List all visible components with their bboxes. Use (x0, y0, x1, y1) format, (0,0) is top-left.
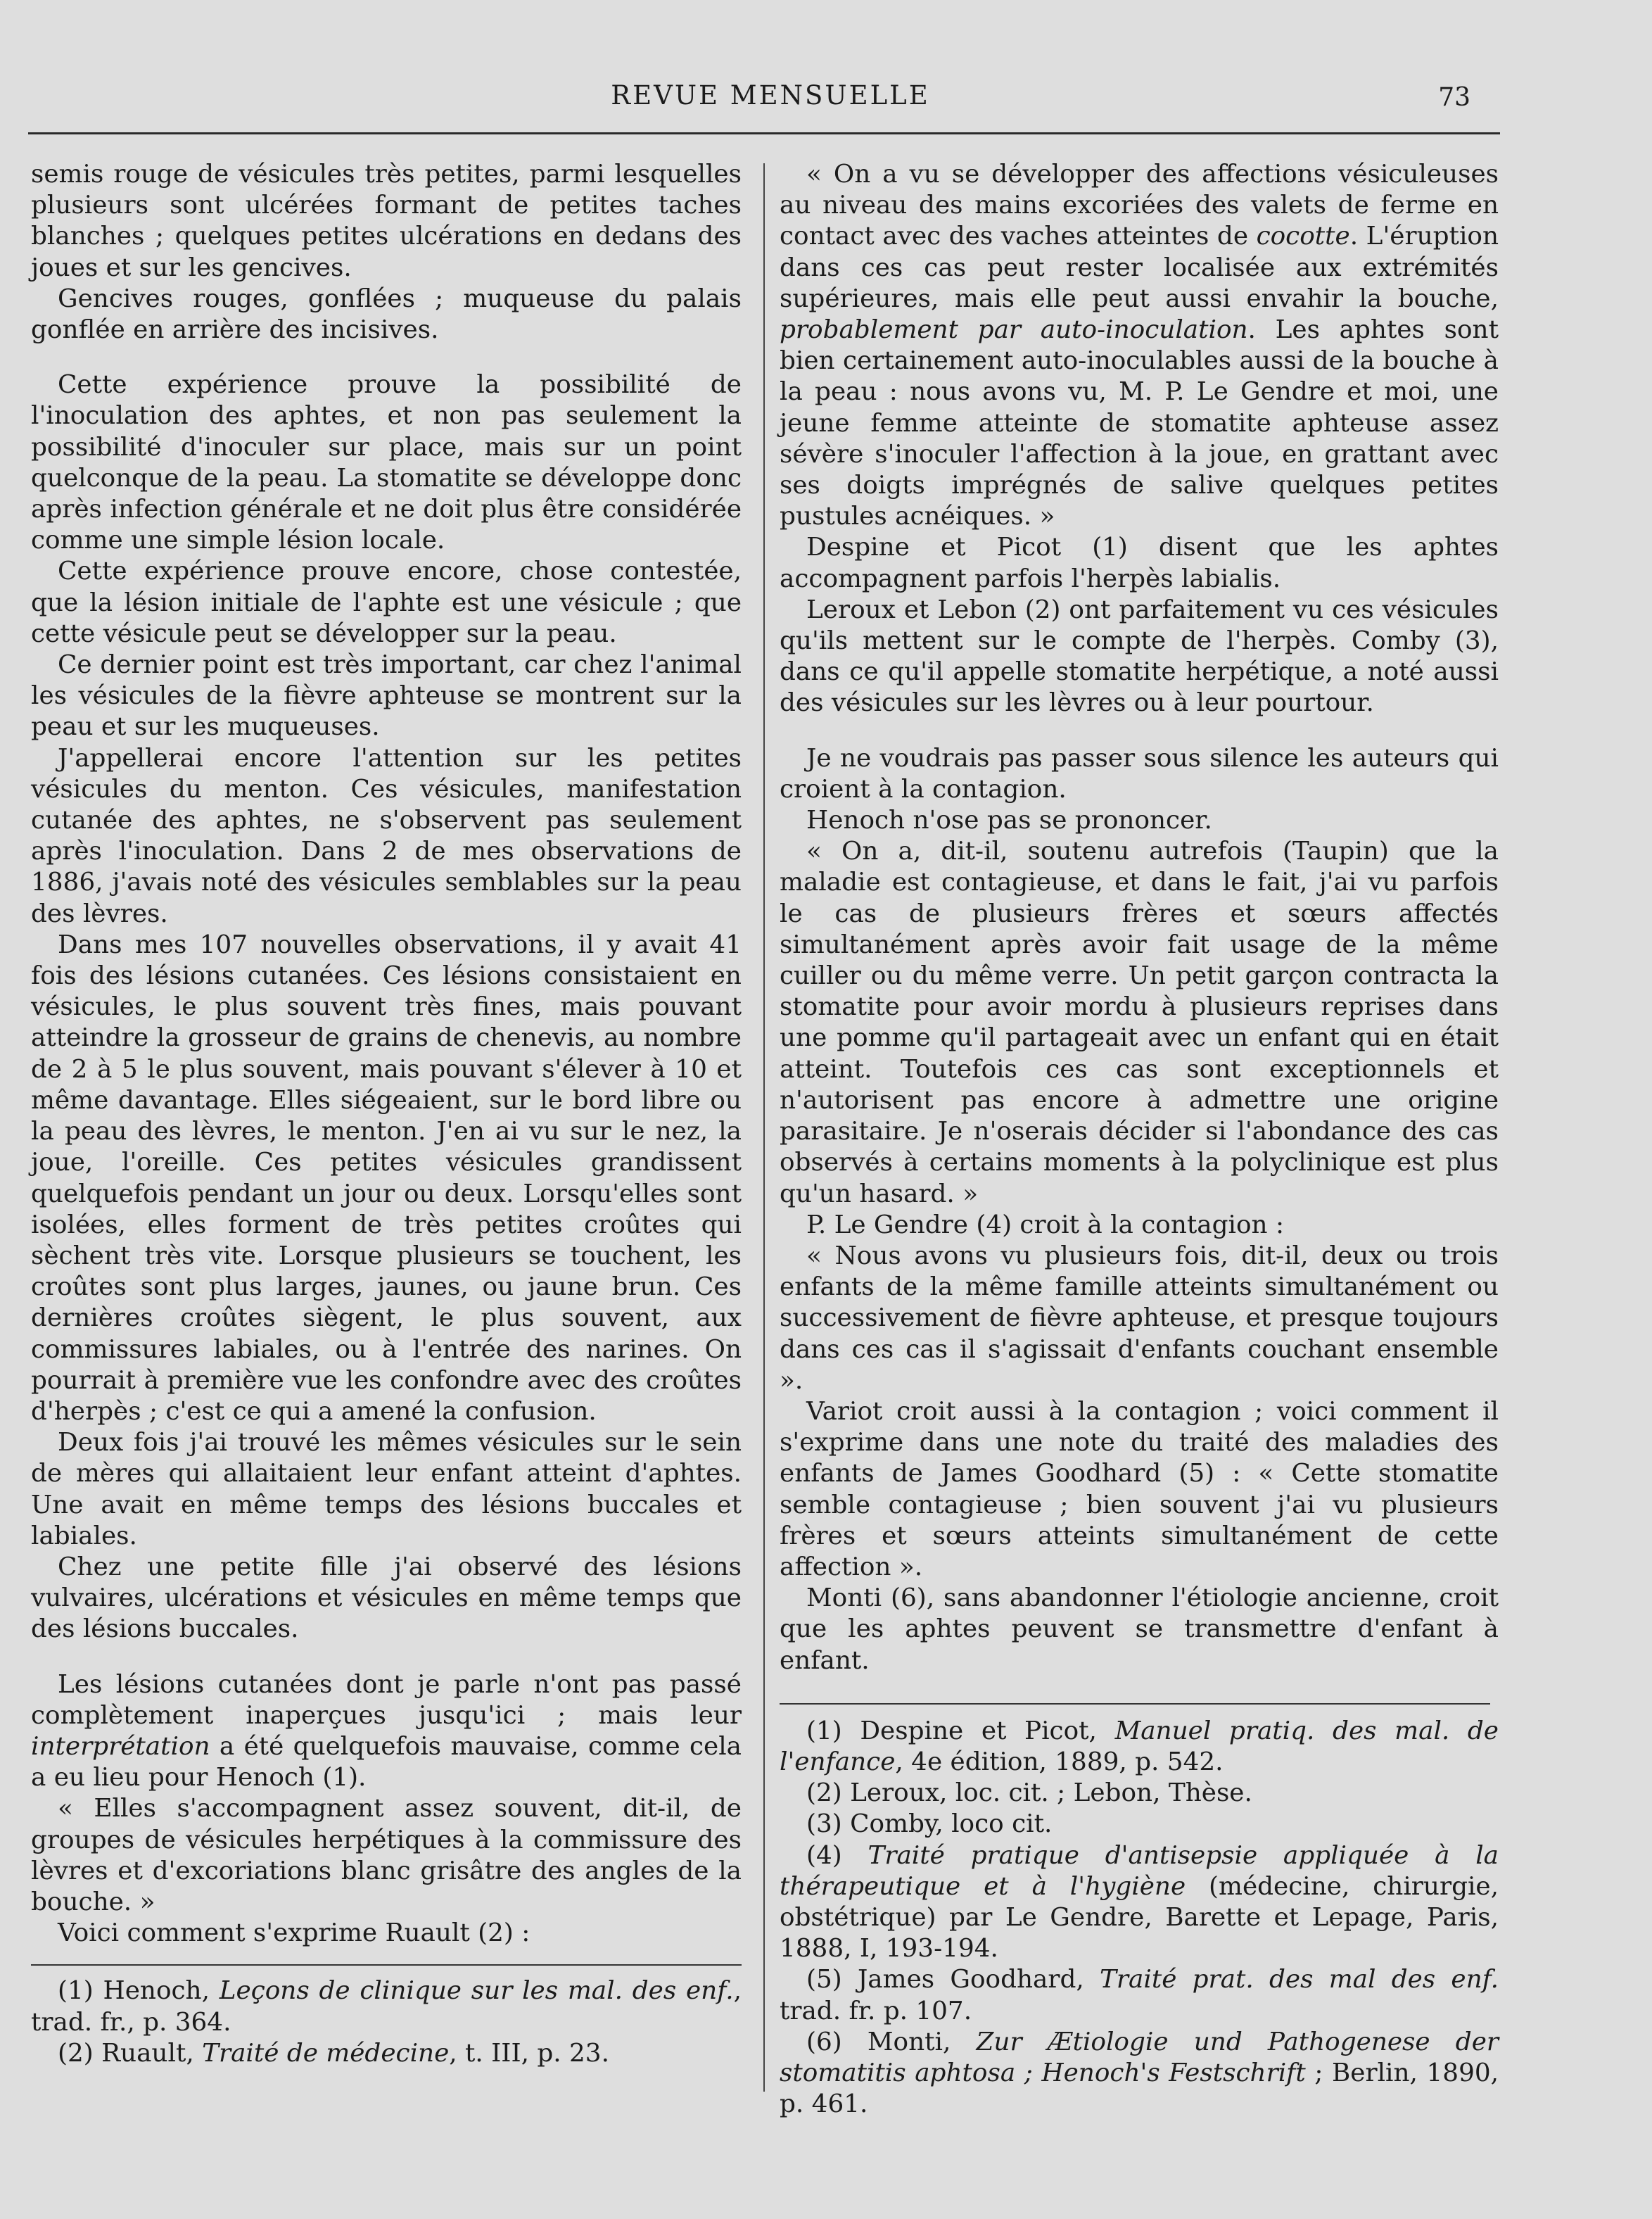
footnote (780, 2027, 1499, 2120)
header-rule (28, 132, 1500, 134)
italic-run: Traité prat. des mal des enf. (1100, 1965, 1499, 1994)
text-run: (1) Henoch, (58, 1976, 220, 2006)
italic-run: probablement par auto-inoculation (780, 315, 1248, 345)
footnote: (2) Leroux, loc. cit. ; Lebon, Thèse. (806, 1778, 1252, 1808)
italic-run: Traité de médecine (202, 2038, 450, 2068)
text-run: ; Berlin, 1890, p. 461. (780, 2058, 1499, 2119)
footnote: (3) Comby, loco cit. (806, 1809, 1053, 1839)
text-run: a été quelquefois mauvaise, comme cela a eu lieu pour Henoch (1). (31, 1731, 742, 1793)
paragraph: Voici comment s'exprime Ruault (2) : (58, 1918, 530, 1948)
text-run: Les lésions cutanées dont je parle n'ont pas passé complètement inaperçues jusqu'ici ; mais leur (31, 1669, 742, 1730)
text-run: . L'éruption dans ces cas peut rester localisée aux extrémités supérieures, mais elle peut aussi envahir la bouche, (780, 222, 1499, 313)
paragraph: Deux fois j'ai trouvé les mêmes vésicules sur le sein de mères qui allaitaient leur enfant atteint d'aphtes. Une avait en même temps des lésions buccales et labiales. (31, 1428, 742, 1550)
journal-title: REVUE MENSUELLE (611, 80, 930, 110)
paragraph: Despine et Picot (1) disent que les aphtes accompagnent parfois l'herpès labialis. (780, 533, 1499, 593)
italic-run: Zur Ætiologie und Pathogenese der stomatitis aphtosa ; Henoch's Festschrift (780, 2027, 1499, 2087)
running-head (28, 76, 1513, 118)
italic-run: Leçons de clinique sur les mal. des enf. (219, 1976, 734, 2006)
text-run: (médecine, chirurgie, obstétrique) par Le Gendre, Barette et Lepage, Paris, 1888, I, 193-194. (780, 1871, 1499, 1964)
text-run: (5) James Goodhard, (806, 1965, 1100, 1994)
page-number: 73 (1438, 83, 1470, 112)
paragraph: Chez une petite fille j'ai observé des lésions vulvaires, ulcérations et vésicules en même temps que des lésions buccales. (31, 1552, 742, 1644)
paragraph: Je ne voudrais pas passer sous silence les auteurs qui croient à la contagion. (780, 743, 1499, 804)
footnote-rule (31, 1964, 742, 1966)
italic-run: Manuel pratiq. des mal. de l'enfance (780, 1716, 1499, 1776)
paragraph (31, 1669, 742, 1794)
column-divider (763, 163, 765, 2092)
text-run: (4) (806, 1840, 868, 1870)
paragraph: Monti (6), sans abandonner l'étiologie ancienne, croit que les aphtes peuvent se transmettre d'enfant à enfant. (780, 1583, 1499, 1675)
paragraph: Variot croit aussi à la contagion ; voici comment il s'exprime dans une note du traité des maladies des enfants de James Goodhard (5) : « Cette stomatite semble contagieuse ; bien souvent j'ai vu plusieurs frères et sœurs atteints simultanément de cette affection ». (780, 1396, 1499, 1581)
italic-run: interprétation (31, 1731, 210, 1761)
paragraph: Cette expérience prouve encore, chose contestée, que la lésion initiale de l'aphte est une vésicule ; que cette vésicule peut se développer sur la peau. (31, 557, 742, 648)
left-column (31, 159, 742, 2069)
paragraph: P. Le Gendre (4) croit à la contagion : (806, 1210, 1285, 1239)
quotation: « On a, dit-il, soutenu autrefois (Taupin) que la maladie est contagieuse, et dans le fait, j'ai vu parfois le cas de plusieurs frères et sœurs affectés simultanément après avoir fait usage de la même cuiller ou du même verre. Un petit garçon contracta la stomatite pour avoir mordu à plusieurs reprises dans une pomme qu'il partageait avec un enfant qui en était atteint. Toutefois ces cas sont exceptionnels et n'autorisent pas encore à admettre une origine parasitaire. Je n'oserais décider si l'abondance des cas observés à certains moments à la polyclinique est plus qu'un hasard. » (780, 837, 1499, 1208)
text-run: . Les aphtes sont bien certainement auto-inoculables aussi de la bouche à la peau : nous avons vu, M. P. Le Gendre et moi, une jeune femme atteinte de stomatite aphteuse assez sévère s'inoculer l'affection à la joue, en grattant avec ses doigts imprégnés de salive quelques petites pustules acnéiques. » (780, 315, 1499, 531)
quotation (780, 159, 1499, 532)
italic-run: Traité pratique d'antisepsie appliquée à la thérapeutique et à l'hygiène (780, 1840, 1499, 1901)
paragraph: Cette expérience prouve la possibilité de l'inoculation des aphtes, et non pas seulement la possibilité d'inoculer sur place, mais sur un point quelconque de la peau. La stomatite se développe donc après infection générale et ne doit plus être considérée comme une simple lésion locale. (31, 370, 742, 555)
paragraph: Leroux et Lebon (2) ont parfaitement vu ces vésicules qu'ils mettent sur le compte de l'herpès. Comby (3), dans ce qu'il appelle stomatite herpétique, a noté aussi des vésicules sur les lèvres ou à leur pourtour. (780, 595, 1499, 718)
paragraph: Ce dernier point est très important, car chez l'animal les vésicules de la fièvre aphteuse se montrent sur la peau et sur les muqueuses. (31, 650, 742, 742)
quotation: « Nous avons vu plusieurs fois, dit-il, deux ou trois enfants de la même famille atteints simultanément ou successivement de fièvre aphteuse, et presque toujours dans ces cas il s'agissait d'enfants couchant ensemble ». (780, 1241, 1499, 1395)
text-run: trad. fr. p. 107. (780, 1996, 972, 2025)
text-run: , t. III, p. 23. (449, 2038, 609, 2068)
footnote (780, 1840, 1499, 1965)
right-column (780, 159, 1499, 2120)
paragraph: J'appellerai encore l'attention sur les petites vésicules du menton. Ces vésicules, manifestation cutanée des aphtes, ne s'observent pas seulement après l'inoculation. Dans 2 de mes observations de 1886, j'avais noté des vésicules semblables sur la peau des lèvres. (31, 743, 742, 928)
paragraph: Henoch n'ose pas se prononcer. (806, 806, 1212, 835)
text-run: « On a vu se développer des affections vésiculeuses au niveau des mains excoriées des valets de ferme en contact avec des vaches atteintes de (780, 160, 1499, 251)
footnote (31, 2038, 742, 2069)
text-run: , 4e édition, 1889, p. 542. (895, 1747, 1224, 1776)
footnote (780, 1716, 1499, 1778)
footnote-rule (780, 1703, 1490, 1705)
paragraph: Dans mes 107 nouvelles observations, il y avait 41 fois des lésions cutanées. Ces lésions consistaient en vésicules, le plus souvent très fines, mais pouvant atteindre la grosseur de grains de chenevis, au nombre de 2 à 5 le plus souvent, mais pouvant s'élever à 10 et même davantage. Elles siégeaient, sur le bord libre ou la peau des lèvres, le menton. J'en ai vu sur le nez, la joue, l'oreille. Ces petites vésicules grandissent quelquefois pendant un jour ou deux. Lorsqu'elles sont isolées, elles forment de très petites croûtes qui sèchent très vite. Lorsque plusieurs se touchent, les croûtes sont plus larges, jaunes, ou jaune brun. Ces dernières croûtes siègent, le plus souvent, aux commissures labiales, ou à l'entrée des narines. On pourrait à première vue les confondre avec des croûtes d'herpès ; c'est ce qui a amené la confusion. (31, 930, 742, 1426)
quotation: « Elles s'accompagnent assez souvent, dit-il, de groupes de vésicules herpétiques à la commissure des lèvres et d'excoriations blanc grisâtre des angles de la bouche. » (31, 1794, 742, 1916)
text-run: (1) Despine et Picot, (806, 1716, 1115, 1745)
italic-run: cocotte (1256, 222, 1350, 251)
footnote (780, 1964, 1499, 2026)
footnote (31, 1975, 742, 2037)
paragraph: Gencives rouges, gonflées ; muqueuse du palais gonflée en arrière des incisives. (31, 284, 742, 345)
paragraph: semis rouge de vésicules très petites, parmi lesquelles plusieurs sont ulcérées formant de petites taches blanches ; quelques petites ulcérations en dedans des joues et sur les gencives. (31, 160, 742, 282)
text-run: (6) Monti, (806, 2027, 977, 2056)
text-run: (2) Ruault, (58, 2038, 203, 2068)
text-run: , trad. fr., p. 364. (31, 1976, 742, 2037)
